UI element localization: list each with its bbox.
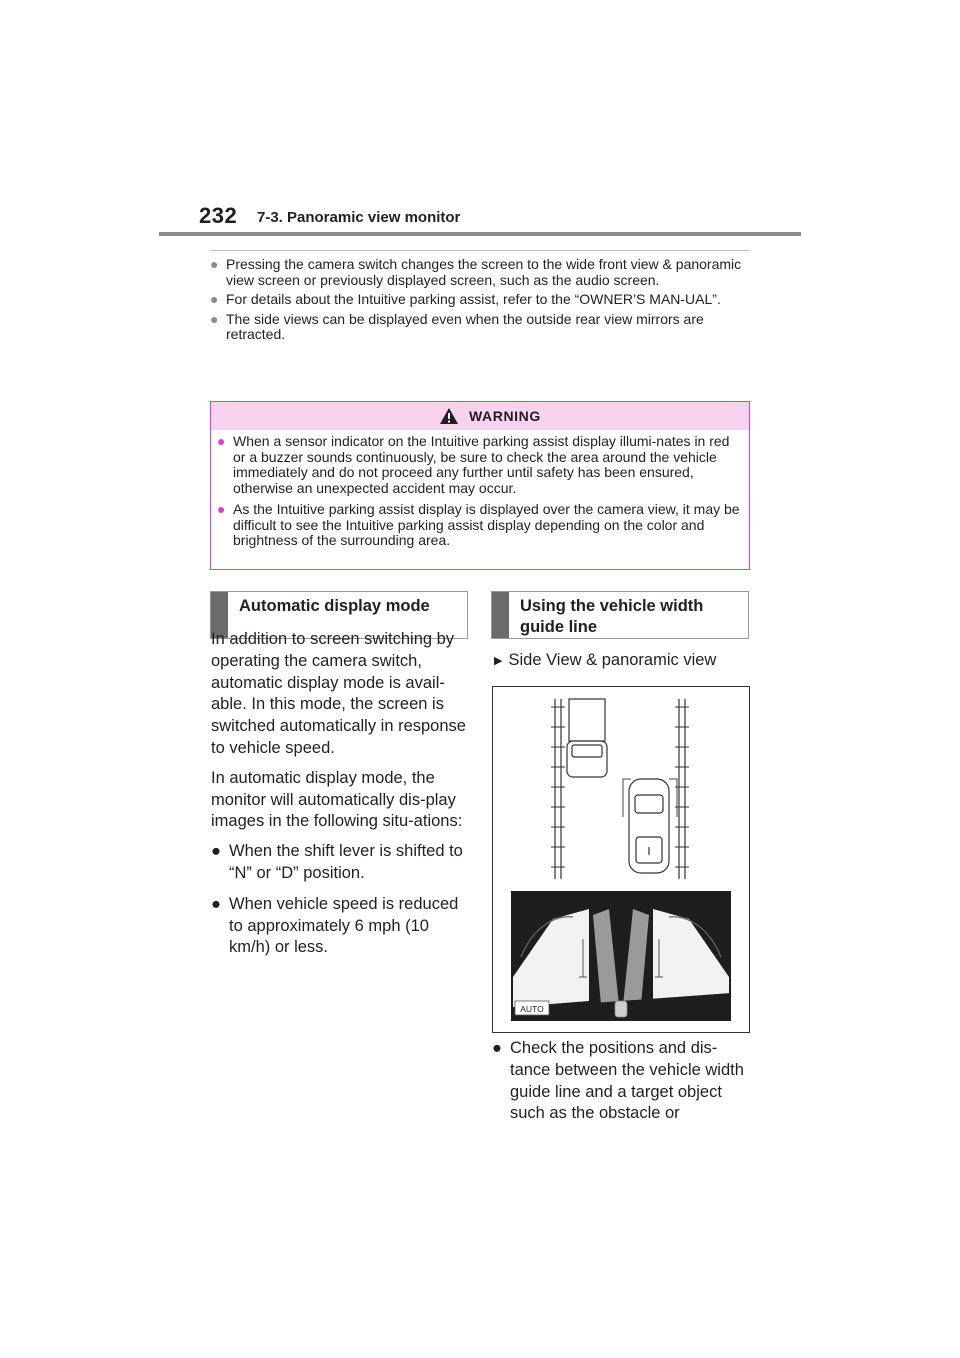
note-text: Pressing the camera switch changes the screen to the wide front view & panoramic view screen or previously displayed screen, such as the audio screen. bbox=[226, 256, 742, 288]
warning-item bbox=[217, 502, 743, 549]
list-item-text: Check the positions and dis-tance between the vehicle width guide line and a target object such as the obstacle or bbox=[510, 1039, 744, 1123]
heading-text: Automatic display mode bbox=[239, 597, 430, 615]
warning-text: When a sensor indicator on the Intuitive parking assist display illumi-nates in red or a buzzer sounds continuously, be sure to check the area around the vehicle immediately and do not proceed any further until safety has been ensured, otherwise an unexpected accident may occur. bbox=[233, 433, 730, 496]
auto-mode-label: AUTO bbox=[520, 1004, 544, 1014]
triangle-right-icon: ▶ bbox=[494, 655, 503, 667]
circle-bullet-icon: ● bbox=[210, 310, 219, 327]
note-item bbox=[210, 292, 752, 308]
note-text: The side views can be displayed even when the outside rear view mirrors are retracted. bbox=[226, 310, 704, 342]
warning-triangle-icon bbox=[439, 407, 459, 425]
section-heading-vehicle-width-guide-line bbox=[491, 591, 749, 639]
note-item bbox=[210, 257, 752, 288]
heading-bar bbox=[492, 592, 509, 638]
paragraph: In automatic display mode, the monitor will automatically dis-play images in the following situ-ations: bbox=[211, 768, 463, 831]
filled-circle-icon: ● bbox=[211, 894, 221, 913]
right-column-body bbox=[492, 1038, 754, 1134]
warning-item bbox=[217, 434, 743, 496]
warning-items bbox=[211, 430, 749, 549]
warning-header bbox=[211, 402, 749, 430]
warning-title: WARNING bbox=[469, 408, 541, 424]
heading-text: Using the vehicle width guide line bbox=[520, 597, 704, 636]
panoramic-view-figure bbox=[493, 687, 749, 1032]
subheading bbox=[494, 651, 716, 670]
circle-bullet-icon: ● bbox=[217, 433, 226, 449]
side-view-illustration bbox=[492, 686, 750, 1033]
list-item-text: When vehicle speed is reduced to approximately 6 mph (10 km/h) or less. bbox=[229, 894, 459, 957]
circle-bullet-icon: ● bbox=[210, 256, 219, 272]
circle-bullet-icon: ● bbox=[217, 501, 226, 517]
warning-box bbox=[210, 401, 750, 570]
circle-bullet-icon: ● bbox=[210, 291, 219, 307]
list-item bbox=[211, 894, 473, 959]
paragraph: In addition to screen switching by operating the camera switch, automatic display mode is avail-able. In this mode, the screen is switched automatically in response to vehicle speed. bbox=[211, 630, 466, 757]
filled-circle-icon: ● bbox=[492, 1039, 502, 1057]
header-rule bbox=[159, 232, 801, 236]
notes-list bbox=[210, 257, 752, 347]
filled-circle-icon: ● bbox=[211, 842, 221, 861]
list-item-text: When the shift lever is shifted to “N” or “D” position. bbox=[229, 842, 463, 882]
note-text: For details about the Intuitive parking assist, refer to the “OWNER’S MAN-UAL”. bbox=[226, 291, 721, 307]
list-item bbox=[492, 1038, 754, 1125]
notes-top-rule bbox=[210, 250, 750, 251]
left-column-body bbox=[211, 629, 473, 968]
page-number: 232 bbox=[199, 203, 238, 228]
list-item bbox=[211, 841, 473, 885]
warning-text: As the Intuitive parking assist display is displayed over the camera view, it may be difficult to see the Intuitive parking assist display depending on the color and brightness of the surrounding area. bbox=[233, 501, 740, 548]
subheading-text: Side View & panoramic view bbox=[508, 651, 717, 669]
note-item bbox=[210, 312, 752, 343]
section-title: 7-3. Panoramic view monitor bbox=[257, 209, 461, 226]
